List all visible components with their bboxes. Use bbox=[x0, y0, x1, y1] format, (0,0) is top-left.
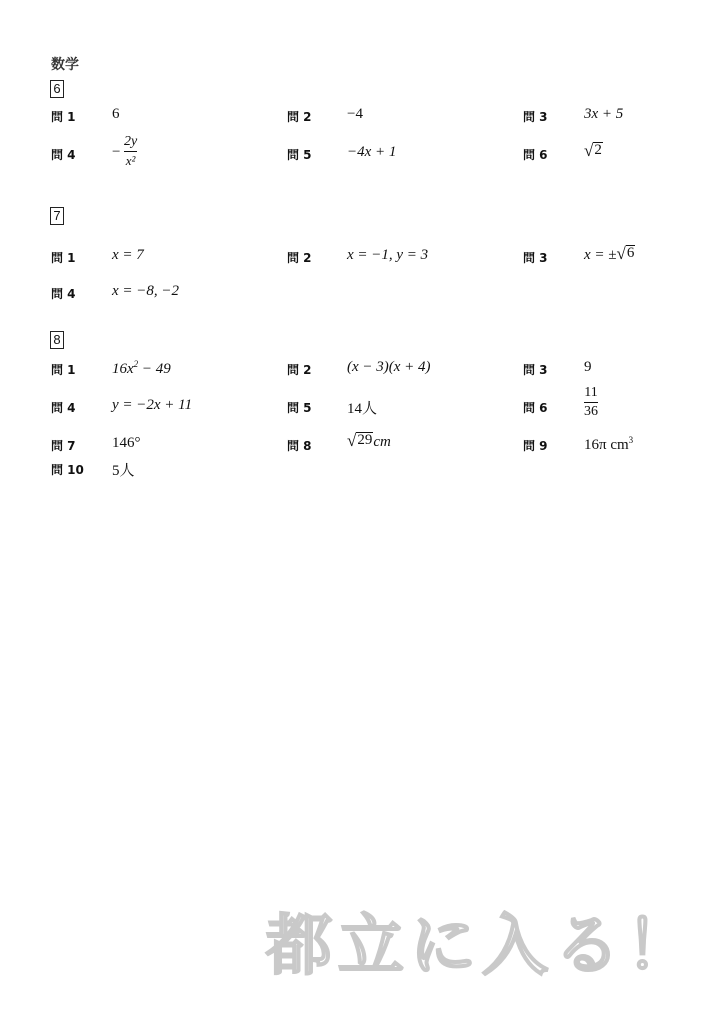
question-label: 問 2 bbox=[287, 363, 312, 377]
answer: 6 bbox=[112, 106, 120, 122]
radicand: 6 bbox=[626, 245, 635, 261]
answer: (x − 3)(x + 4) bbox=[347, 359, 431, 375]
section-number-7: 7 bbox=[50, 207, 64, 225]
answer: x = −8, −2 bbox=[112, 283, 180, 299]
question-label: 問 4 bbox=[51, 401, 76, 415]
answer: 146° bbox=[112, 435, 141, 451]
answer bbox=[584, 435, 633, 454]
answer-exponent: 2 bbox=[133, 359, 139, 369]
section-number-8: 8 bbox=[50, 331, 64, 349]
question-label: 問 1 bbox=[51, 251, 76, 265]
sqrt-answer bbox=[584, 245, 635, 264]
question-label: 問 3 bbox=[523, 110, 548, 124]
question-label: 問 3 bbox=[523, 251, 548, 265]
answer: x = −1, y = 3 bbox=[347, 247, 429, 263]
radical-icon: √ bbox=[616, 244, 626, 263]
question-label: 問 4 bbox=[51, 287, 76, 301]
fraction-answer bbox=[584, 385, 598, 420]
question-label: 問 10 bbox=[51, 463, 84, 477]
answer: x = 7 bbox=[112, 247, 144, 263]
answer: −4x + 1 bbox=[347, 144, 397, 160]
fraction-denominator: 36 bbox=[584, 404, 598, 419]
question-label: 問 2 bbox=[287, 110, 312, 124]
answer-exponent: 3 bbox=[628, 435, 634, 445]
question-label: 問 8 bbox=[287, 439, 312, 453]
sqrt-answer bbox=[584, 142, 603, 161]
question-label: 問 3 bbox=[523, 363, 548, 377]
watermark: 都立に入る！ bbox=[266, 907, 698, 984]
answer-base: 16π cm bbox=[584, 437, 629, 453]
fraction-answer bbox=[124, 134, 137, 169]
fraction-numerator: 11 bbox=[584, 385, 598, 400]
question-label: 問 6 bbox=[523, 401, 548, 415]
section-number-6: 6 bbox=[50, 80, 64, 98]
answer: y = −2x + 11 bbox=[112, 397, 193, 413]
question-label: 問 7 bbox=[51, 439, 76, 453]
radicand: 2 bbox=[594, 142, 602, 158]
question-label: 問 6 bbox=[523, 148, 548, 162]
answer-unit: cm bbox=[373, 434, 391, 450]
answer: 3x + 5 bbox=[584, 106, 624, 122]
fraction-sign: − bbox=[112, 144, 121, 160]
answer-rest: − 49 bbox=[138, 361, 171, 377]
radicand: 29 bbox=[357, 432, 373, 448]
radical-icon: √ bbox=[584, 141, 594, 160]
answer: 9 bbox=[584, 359, 592, 375]
question-label: 問 9 bbox=[523, 439, 548, 453]
answer: 5人 bbox=[112, 463, 135, 479]
fraction-numerator: 2y bbox=[124, 134, 138, 149]
answer: −4 bbox=[347, 106, 363, 122]
sqrt-answer bbox=[347, 432, 391, 451]
radical-icon: √ bbox=[347, 431, 357, 450]
question-label: 問 5 bbox=[287, 148, 312, 162]
question-label: 問 5 bbox=[287, 401, 312, 415]
fraction-bar bbox=[124, 151, 137, 152]
subject-title: 数学 bbox=[51, 57, 79, 73]
fraction-denominator: x² bbox=[125, 153, 136, 168]
answer-base: 16x bbox=[112, 361, 134, 377]
question-label: 問 1 bbox=[51, 363, 76, 377]
answer: 14人 bbox=[347, 401, 378, 417]
question-label: 問 2 bbox=[287, 251, 312, 265]
answer bbox=[112, 359, 171, 378]
question-label: 問 4 bbox=[51, 148, 76, 162]
answer-prefix: x = ± bbox=[584, 247, 617, 263]
question-label: 問 1 bbox=[51, 110, 76, 124]
fraction-bar bbox=[584, 402, 598, 403]
